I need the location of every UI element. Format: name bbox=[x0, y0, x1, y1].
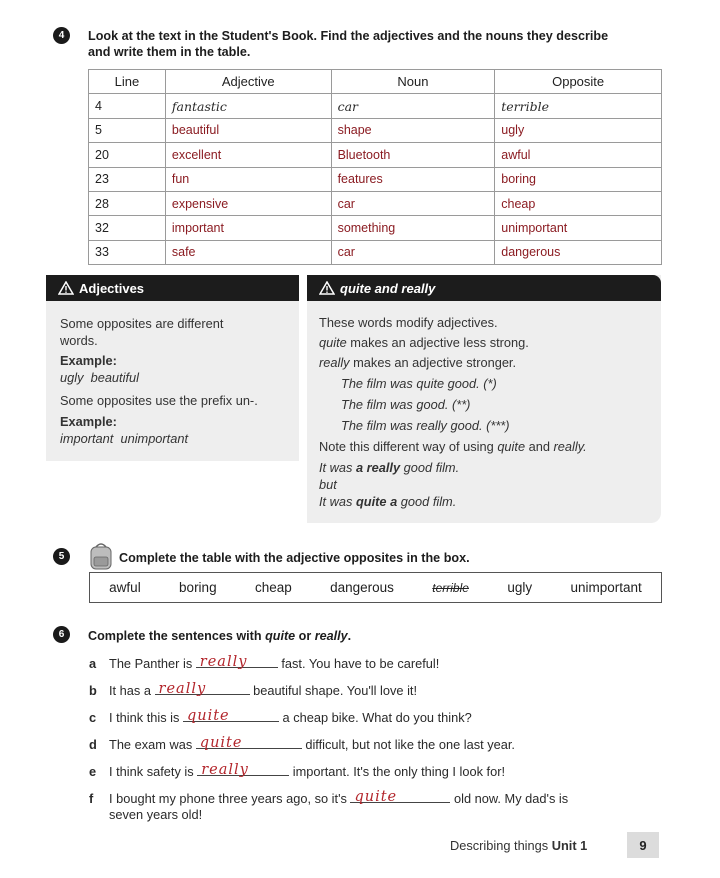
handwritten-answer: quite bbox=[354, 789, 398, 805]
adjective-cell: safe bbox=[165, 240, 331, 264]
exercise-6-number: 6 bbox=[53, 626, 70, 643]
adjective-cell: fantastic bbox=[165, 94, 331, 118]
line-cell: 20 bbox=[89, 143, 166, 167]
line-cell: 5 bbox=[89, 118, 166, 142]
word-box-item: ugly bbox=[507, 580, 533, 595]
col-header-opposite: Opposite bbox=[495, 70, 662, 94]
sentence-letter: b bbox=[89, 683, 97, 698]
exercise-6-instruction: Complete the sentences with quite or really. bbox=[88, 629, 352, 643]
page-number: 9 bbox=[627, 832, 659, 858]
adj-example-2: important unimportant bbox=[60, 431, 189, 446]
handwritten-answer: really bbox=[201, 762, 249, 778]
answer-blank[interactable] bbox=[155, 682, 250, 695]
sentence-text-after: important. It's the only thing I look for! bbox=[289, 764, 506, 779]
opposite-cell: unimportant bbox=[495, 216, 662, 240]
opposite-cell: terrible bbox=[495, 94, 662, 118]
sentence-text-after: difficult, but not like the one last year. bbox=[301, 737, 515, 752]
sentence-letter: e bbox=[89, 764, 97, 779]
quite-really-box-title: quite and really bbox=[340, 280, 436, 296]
line-cell: 32 bbox=[89, 216, 166, 240]
adj-text-3: Some opposites use the prefix un-. bbox=[60, 393, 258, 408]
word-box bbox=[89, 572, 662, 603]
sentence-item bbox=[89, 763, 669, 780]
word-box-item: unimportant bbox=[570, 580, 642, 595]
adjectives-info-box bbox=[46, 275, 299, 461]
sentence-item bbox=[89, 655, 669, 672]
opposite-cell: ugly bbox=[495, 118, 662, 142]
adjective-table bbox=[88, 69, 662, 265]
opposite-cell: dangerous bbox=[495, 240, 662, 264]
footer-label: Describing things Unit 1 bbox=[450, 838, 588, 853]
noun-cell: shape bbox=[331, 118, 495, 142]
adj-text-2: words. bbox=[60, 333, 98, 348]
adj-example-1: ugly beautiful bbox=[60, 370, 139, 385]
answer-blank[interactable] bbox=[350, 790, 450, 803]
qr-sentence-1: It was a really good film. bbox=[319, 460, 460, 475]
noun-cell: features bbox=[331, 167, 495, 191]
col-header-noun: Noun bbox=[331, 70, 495, 94]
quite-really-box-header bbox=[307, 275, 661, 301]
qr-text-3: really makes an adjective stronger. bbox=[319, 355, 517, 370]
answer-blank[interactable] bbox=[197, 763, 289, 776]
adj-example-label-2: Example: bbox=[60, 414, 117, 429]
sentence-text-line2: seven years old! bbox=[109, 807, 203, 822]
qr-text-1: These words modify adjectives. bbox=[319, 315, 498, 330]
adjective-cell: beautiful bbox=[165, 118, 331, 142]
sentence-text-before: It has a bbox=[109, 683, 155, 698]
sentence-letter: d bbox=[89, 737, 97, 752]
sentence-text-after: old now. My dad's is bbox=[450, 791, 569, 806]
adjective-cell: excellent bbox=[165, 143, 331, 167]
word-box-item: dangerous bbox=[330, 580, 394, 595]
opposite-cell: awful bbox=[495, 143, 662, 167]
table-row bbox=[89, 191, 662, 215]
sentence-text-after: a cheap bike. What do you think? bbox=[278, 710, 472, 725]
qr-example-1: The film was quite good. (*) bbox=[341, 376, 497, 391]
handwritten-answer: really bbox=[158, 681, 207, 697]
word-box-item: awful bbox=[109, 580, 141, 595]
adjectives-box-title: Adjectives bbox=[79, 280, 145, 296]
exercise-5-instruction: Complete the table with the adjective opposites in the box. bbox=[119, 551, 470, 565]
word-box-item: boring bbox=[179, 580, 217, 595]
backpack-icon bbox=[88, 541, 114, 571]
answer-blank[interactable] bbox=[196, 736, 302, 749]
sentence-text-before: I bought my phone three years ago, so it's bbox=[109, 791, 351, 806]
handwritten-answer: really bbox=[199, 654, 248, 670]
table-row bbox=[89, 240, 662, 264]
sentence-item bbox=[89, 709, 669, 726]
exercise-4-instruction bbox=[88, 28, 688, 60]
sentence-text-before: The exam was bbox=[109, 737, 196, 752]
sentence-text-after: beautiful shape. You'll love it! bbox=[249, 683, 418, 698]
line-cell: 23 bbox=[89, 167, 166, 191]
word-box-item: terrible bbox=[432, 580, 469, 595]
adjective-cell: fun bbox=[165, 167, 331, 191]
noun-cell: car bbox=[331, 191, 495, 215]
adj-example-label-1: Example: bbox=[60, 353, 117, 368]
sentence-letter: c bbox=[89, 710, 97, 725]
table-row bbox=[89, 167, 662, 191]
line-cell: 4 bbox=[89, 94, 166, 118]
adjective-cell: expensive bbox=[165, 191, 331, 215]
qr-but: but bbox=[319, 477, 337, 492]
qr-example-3: The film was really good. (***) bbox=[341, 418, 510, 433]
noun-cell: Bluetooth bbox=[331, 143, 495, 167]
handwritten-answer: quite bbox=[186, 708, 230, 724]
opposite-cell: cheap bbox=[495, 191, 662, 215]
answer-blank[interactable] bbox=[183, 709, 279, 722]
noun-cell: car bbox=[331, 94, 495, 118]
exercise-4-number: 4 bbox=[53, 27, 70, 44]
sentence-text-after: fast. You have to be careful! bbox=[277, 656, 440, 671]
handwritten-answer: quite bbox=[199, 735, 243, 751]
sentence-item bbox=[89, 736, 669, 753]
line-cell: 28 bbox=[89, 191, 166, 215]
table-row bbox=[89, 94, 662, 118]
col-header-adjective: Adjective bbox=[165, 70, 331, 94]
answer-blank[interactable] bbox=[196, 655, 278, 668]
qr-note: Note this different way of using quite and really. bbox=[319, 439, 587, 454]
noun-cell: car bbox=[331, 240, 495, 264]
quite-really-info-box bbox=[307, 275, 661, 523]
instruction-line-2: and write them in the table. bbox=[88, 45, 251, 59]
sentence-letter: f bbox=[89, 791, 94, 806]
sentence-text-before: I think this is bbox=[109, 710, 183, 725]
noun-cell: something bbox=[331, 216, 495, 240]
col-header-line: Line bbox=[89, 70, 166, 94]
sentence-text-before: The Panther is bbox=[109, 656, 196, 671]
adjectives-box-header bbox=[46, 275, 299, 301]
qr-example-2: The film was good. (**) bbox=[341, 397, 471, 412]
sentence-item bbox=[89, 790, 669, 823]
warning-icon bbox=[58, 281, 74, 295]
warning-icon bbox=[319, 281, 335, 295]
table-row bbox=[89, 143, 662, 167]
qr-sentence-2: It was quite a good film. bbox=[319, 494, 457, 509]
sentence-letter: a bbox=[89, 656, 97, 671]
exercise-5-number: 5 bbox=[53, 548, 70, 565]
adjective-cell: important bbox=[165, 216, 331, 240]
opposite-cell: boring bbox=[495, 167, 662, 191]
qr-text-2: quite makes an adjective less strong. bbox=[319, 335, 529, 350]
sentence-text-before: I think safety is bbox=[109, 764, 198, 779]
adj-text-1: Some opposites are different bbox=[60, 316, 224, 331]
line-cell: 33 bbox=[89, 240, 166, 264]
table-row bbox=[89, 118, 662, 142]
instruction-line-1: Look at the text in the Student's Book. Find the adjectives and the nouns they describe bbox=[88, 29, 609, 43]
sentence-item bbox=[89, 682, 669, 699]
table-row bbox=[89, 216, 662, 240]
word-box-item: cheap bbox=[254, 580, 292, 595]
